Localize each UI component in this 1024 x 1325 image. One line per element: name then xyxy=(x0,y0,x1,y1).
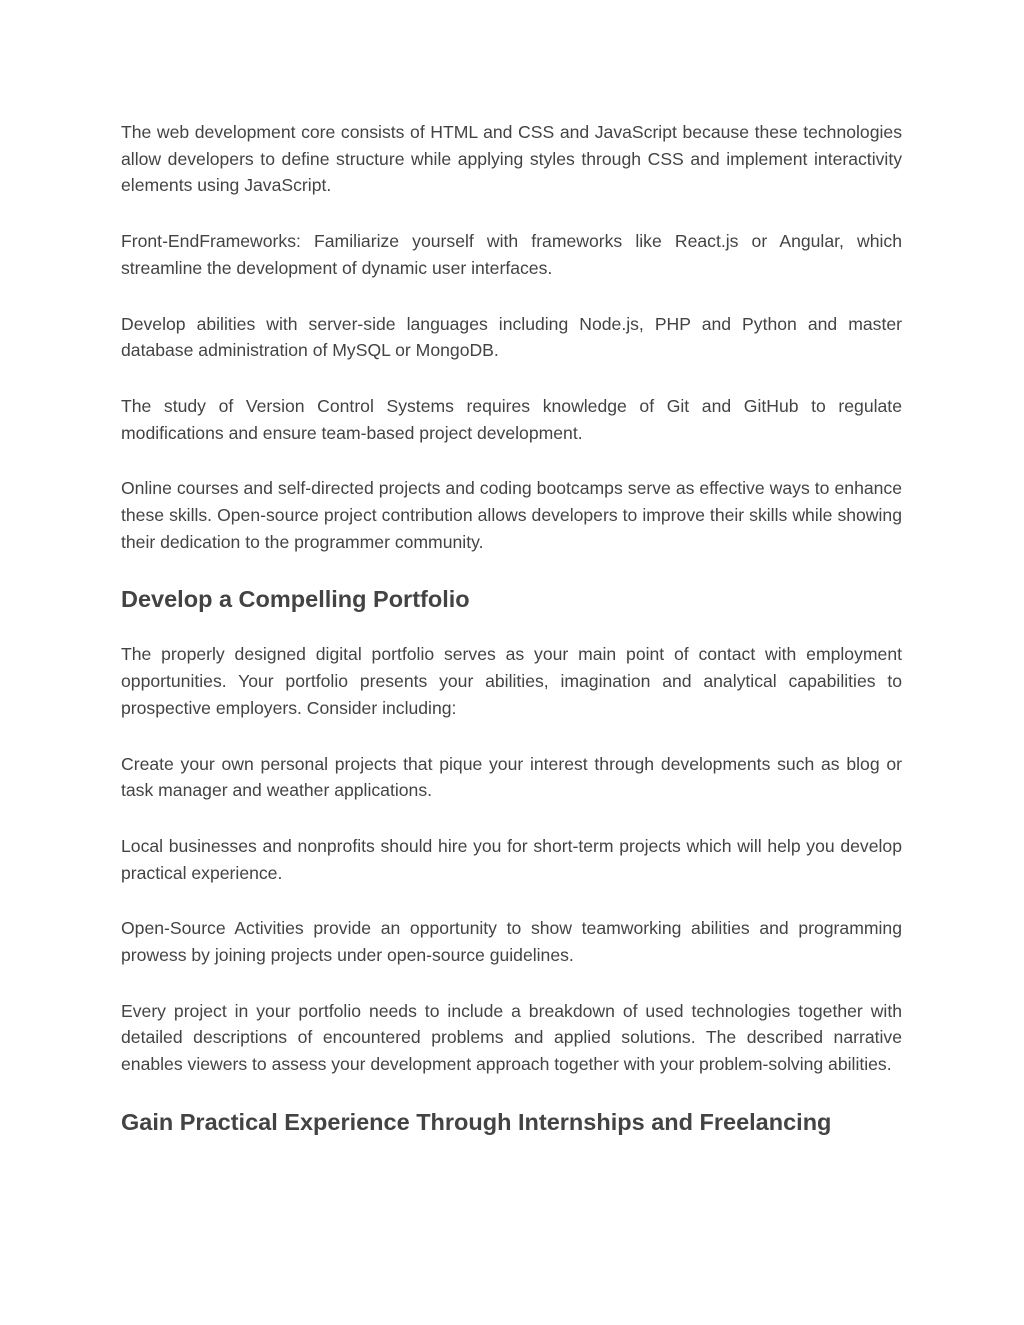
paragraph-core-technologies: The web development core consists of HTML and CSS and JavaScript because these technologies allow developers to define structure while applying styles through CSS and implement interactivity elements using JavaScript. xyxy=(121,122,902,196)
document-page xyxy=(121,119,902,1164)
paragraph-version-control: The study of Version Control Systems requires knowledge of Git and GitHub to regulate modifications and ensure team-based project development. xyxy=(121,395,902,443)
paragraph-front-end-frameworks: Front-EndFrameworks: Familiarize yourself with frameworks like React.js or Angular, which streamline the development of dynamic user interfaces. xyxy=(121,231,902,278)
paragraph-open-source: Open-Source Activities provide an opportunity to show teamworking abilities and programming prowess by joining projects under open-source guidelines. xyxy=(121,918,902,966)
paragraph-project-breakdown: Every project in your portfolio needs to include a breakdown of used technologies together with detailed descriptions of encountered problems and applied solutions. The described narrative enables viewers to assess your development approach together with your problem-solving abilities. xyxy=(121,1000,902,1075)
paragraph-portfolio-intro: The properly designed digital portfolio serves as your main point of contact with employment opportunities. Your portfolio presents your abilities, imagination and analytical capabilities to prospective employers. Consider including: xyxy=(121,644,902,718)
heading-portfolio: Develop a Compelling Portfolio xyxy=(121,586,470,613)
paragraph-personal-projects: Create your own personal projects that pique your interest through developments such as blog or task manager and weather applications. xyxy=(121,753,902,801)
paragraph-local-businesses: Local businesses and nonprofits should hire you for short-term projects which will help you develop practical experience. xyxy=(121,835,902,883)
heading-experience: Gain Practical Experience Through Internships and Freelancing xyxy=(121,1108,832,1135)
paragraph-online-courses: Online courses and self-directed projects and coding bootcamps serve as effective ways to enhance these skills. Open-source project contribution allows developers to improve their skills while showing their dedication to the programmer community. xyxy=(121,478,902,552)
paragraph-server-side: Develop abilities with server-side languages including Node.js, PHP and Python and master database administration of MySQL or MongoDB. xyxy=(121,313,902,361)
